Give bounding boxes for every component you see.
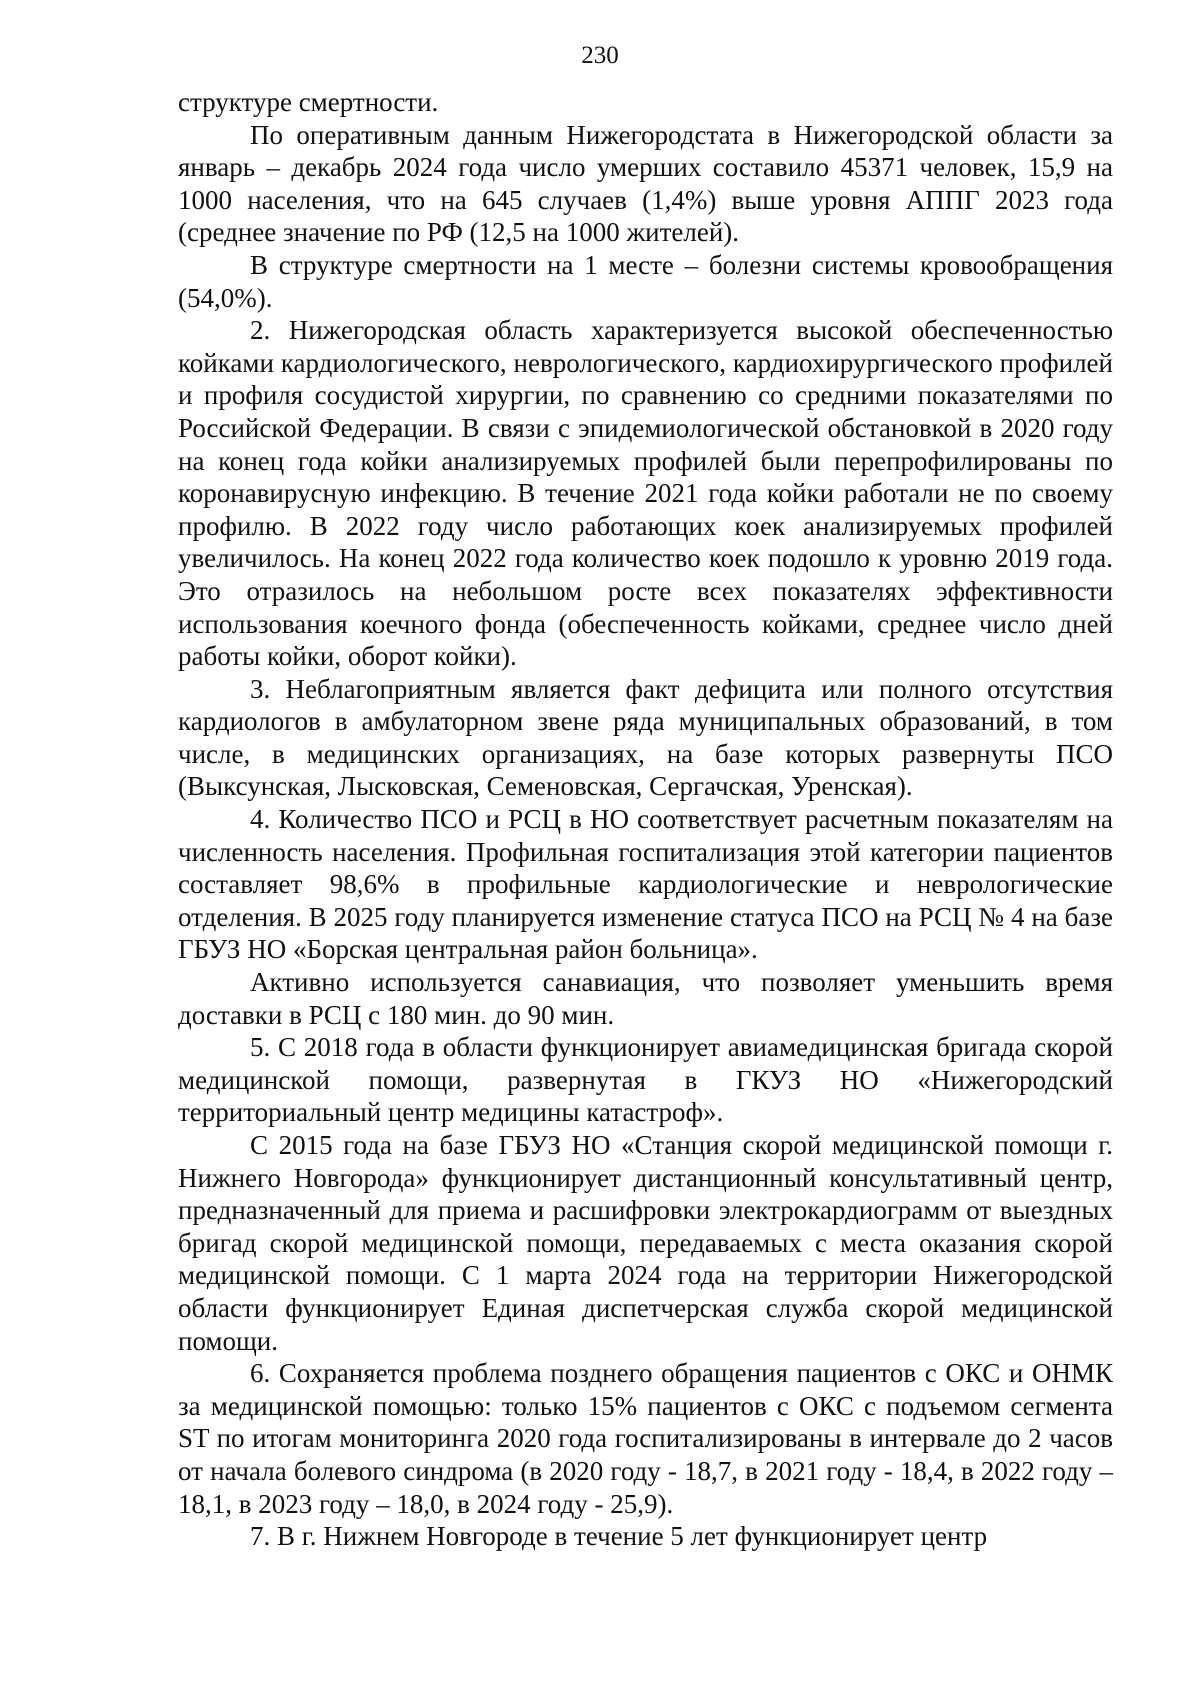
- paragraph: Активно используется санавиация, что позволяет уменьшить время доставки в РСЦ с 180 мин. до 90 мин.: [178, 967, 1113, 1030]
- paragraph: 3. Неблагоприятным является факт дефицита или полного отсутствия кардиологов в амбулаторном звене ряда муниципальных образований, в том числе, в медицинских организациях, на базе которых развернуты ПСО (Выксунская, Лысковская, Семеновская, Сергачская, Уренская).: [178, 673, 1113, 802]
- paragraph: 2. Нижегородская область характеризуется высокой обеспеченностью койками кардиологического, неврологического, кардиохирургического профилей и профиля сосудистой хирургии, по сравнению со средними показателями по Российской Федерации. В связи с эпидемиологической обстановкой в 2020 году на конец года койки анализируемых профилей были перепрофилированы по коронавирусную инфекцию. В течение 2021 года койки работали не по своему профилю. В 2022 году число работающих коек анализируемых профилей увеличилось. На конец 2022 года количество коек подошло к уровню 2019 года. Это отразилось на небольшом росте всех показателях эффективности использования коечного фонда (обеспеченность койками, среднее число дней работы койки, оборот койки).: [178, 315, 1113, 672]
- paragraph: В структуре смертности на 1 месте – болезни системы кровообращения (54,0%).: [178, 249, 1113, 313]
- page-number: 230: [581, 42, 619, 69]
- paragraph: По оперативным данным Нижегородстата в Нижегородской области за январь – декабрь 2024 года число умерших составило 45371 человек, 15,9 на 1000 населения, что на 645 случаев (1,4%) выше уровня АППГ 2023 года (среднее значение по РФ (12,5 на 1000 жителей).: [178, 119, 1113, 248]
- paragraph: 7. В г. Нижнем Новгороде в течение 5 лет функционирует центр: [250, 1521, 988, 1552]
- paragraph: 6. Сохраняется проблема позднего обращения пациентов с ОКС и ОНМК за медицинской помощью: только 15% пациентов с ОКС с подъемом сегмента ST по итогам мониторинга 2020 года госпитализированы в интервале до 2 часов от начала болевого синдрома (в 2020 году - 18,7, в 2021 году - 18,4, в 2022 году – 18,1, в 2023 году – 18,0, в 2024 году - 25,9).: [178, 1358, 1113, 1519]
- paragraph: 5. С 2018 года в области функционирует авиамедицинская бригада скорой медицинской помощи, развернутая в ГКУЗ НО «Нижегородский территориальный центр медицины катастроф».: [178, 1032, 1113, 1128]
- paragraph: структуре смертности.: [178, 87, 439, 117]
- paragraph: С 2015 года на базе ГБУЗ НО «Станция скорой медицинской помощи г. Нижнего Новгорода» функционирует дистанционный консультативный центр, предназначенный для приема и расшифровки электрокардиограмм от выездных бригад скорой медицинской помощи, передаваемых с места оказания скорой медицинской помощи. С 1 марта 2024 года на территории Нижегородской области функционирует Единая диспетчерская служба скорой медицинской помощи.: [178, 1130, 1113, 1356]
- document-body: [178, 86, 1113, 1553]
- paragraph: 4. Количество ПСО и РСЦ в НО соответствует расчетным показателям на численность населения. Профильная госпитализация этой категории пациентов составляет 98,6% в профильные кардиологические и неврологические отделения. В 2025 году планируется изменение статуса ПСО на РСЦ № 4 на базе ГБУЗ НО «Борская центральная район больница».: [178, 804, 1113, 965]
